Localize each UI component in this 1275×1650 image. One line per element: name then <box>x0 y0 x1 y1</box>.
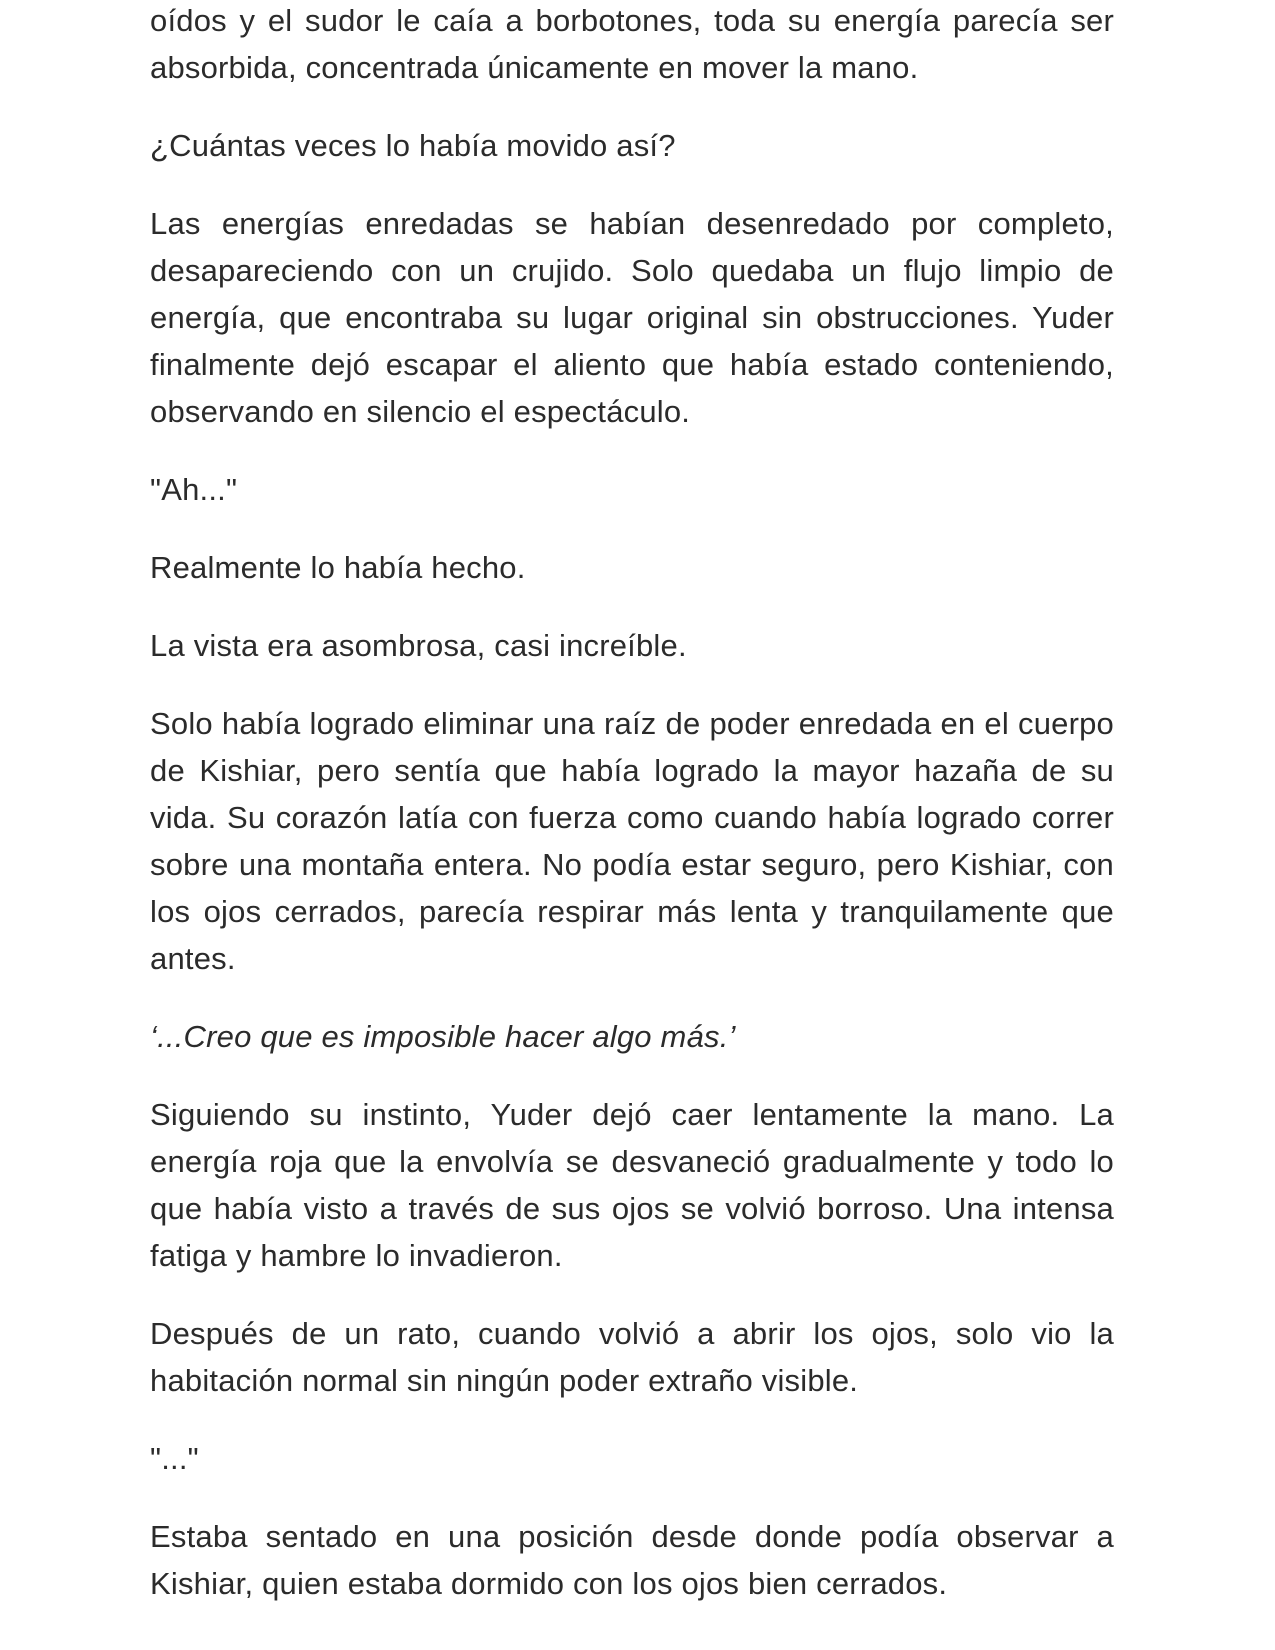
paragraph-1: oídos y el sudor le caía a borbotones, toda su energía parecía ser absorbida, concentrada únicamente en mover la mano. <box>150 3 1114 85</box>
paragraph-11: "..." <box>150 1441 199 1476</box>
paragraph-12: Estaba sentado en una posición desde donde podía observar a Kishiar, quien estaba dormido con los ojos bien cerrados. <box>150 1519 1114 1601</box>
paragraph-3: Las energías enredadas se habían desenredado por completo, desapareciendo con un crujido. Solo quedaba un flujo limpio de energía, que encontraba su lugar original sin obstrucciones. Yuder finalmente dejó escapar el aliento que había estado conteniendo, observando en silencio el espectáculo. <box>150 206 1114 429</box>
paragraph-10: Después de un rato, cuando volvió a abrir los ojos, solo vio la habitación normal sin ningún poder extraño visible. <box>150 1316 1114 1398</box>
paragraph-2: ¿Cuántas veces lo había movido así? <box>150 128 676 163</box>
paragraph-7: Solo había logrado eliminar una raíz de poder enredada en el cuerpo de Kishiar, pero sentía que había logrado la mayor hazaña de su vida. Su corazón latía con fuerza como cuando había logrado correr sobre una montaña entera. No podía estar seguro, pero Kishiar, con los ojos cerrados, parecía respirar más lenta y tranquilamente que antes. <box>150 706 1114 976</box>
paragraph-6: La vista era asombrosa, casi increíble. <box>150 628 687 663</box>
paragraph-9: Siguiendo su instinto, Yuder dejó caer lentamente la mano. La energía roja que la envolvía se desvaneció gradualmente y todo lo que había visto a través de sus ojos se volvió borroso. Una intensa fatiga y hambre lo invadieron. <box>150 1097 1114 1273</box>
paragraph-4: "Ah..." <box>150 472 238 507</box>
document-page <box>150 0 1114 1638</box>
paragraph-5: Realmente lo había hecho. <box>150 550 526 585</box>
paragraph-8-thought: ‘...Creo que es imposible hacer algo más.’ <box>150 1019 736 1054</box>
